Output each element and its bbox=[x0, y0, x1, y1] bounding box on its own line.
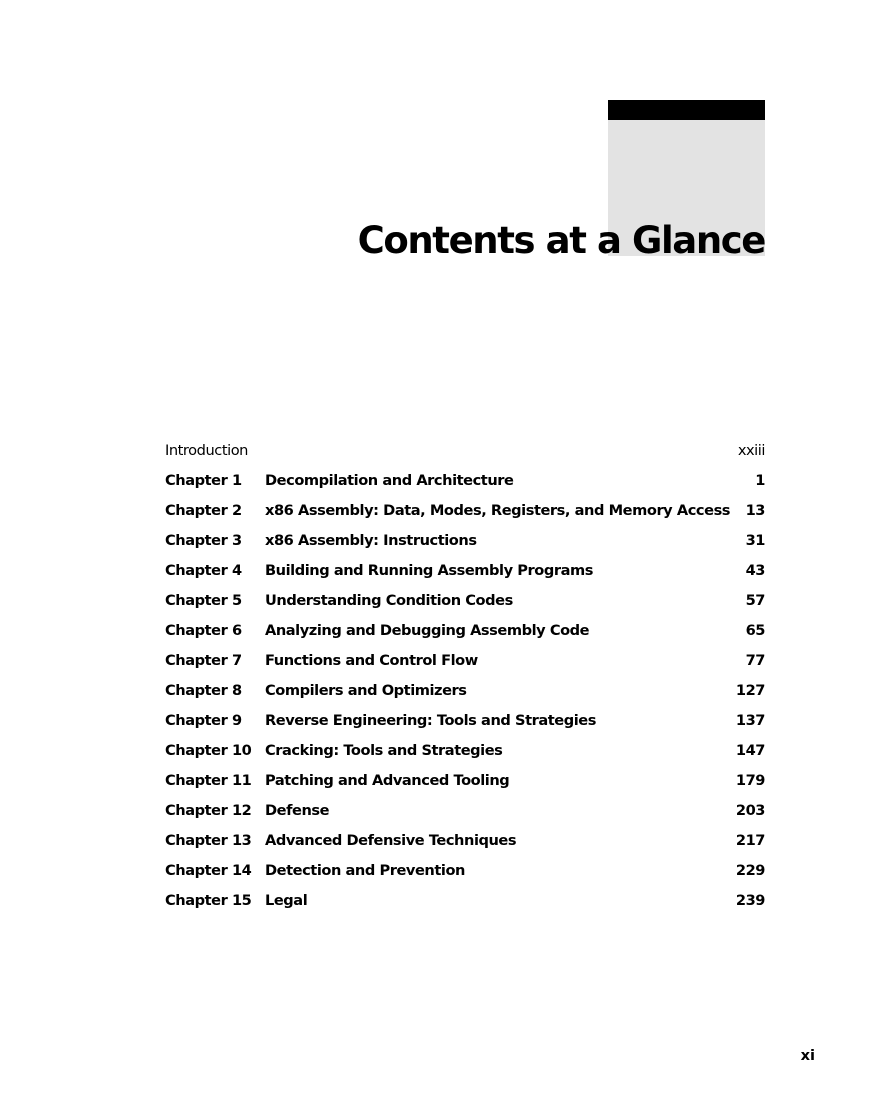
toc-introduction-label: Introduction bbox=[165, 442, 248, 459]
toc-chapter-title: Reverse Engineering: Tools and Strategies bbox=[265, 712, 596, 729]
toc-chapter-title: Functions and Control Flow bbox=[265, 652, 478, 669]
toc-chapter-title: Advanced Defensive Techniques bbox=[265, 832, 517, 849]
toc-row-chapter-11 bbox=[165, 766, 765, 796]
toc-chapter-label: Chapter 13 bbox=[165, 832, 252, 849]
table-of-contents bbox=[165, 436, 765, 916]
toc-chapter-title: x86 Assembly: Instructions bbox=[265, 532, 477, 549]
toc-chapter-label: Chapter 2 bbox=[165, 502, 242, 519]
toc-chapter-page: 65 bbox=[745, 622, 765, 639]
toc-chapter-page: 239 bbox=[735, 892, 765, 909]
toc-chapter-label: Chapter 12 bbox=[165, 802, 252, 819]
toc-chapter-label: Chapter 3 bbox=[165, 532, 242, 549]
toc-row-chapter-3 bbox=[165, 526, 765, 556]
toc-chapter-page: 57 bbox=[745, 592, 765, 609]
toc-row-introduction bbox=[165, 436, 765, 466]
toc-chapter-title: Detection and Prevention bbox=[265, 862, 465, 879]
toc-chapter-title: Understanding Condition Codes bbox=[265, 592, 513, 609]
toc-chapter-page: 203 bbox=[735, 802, 765, 819]
page-number: xi bbox=[800, 1047, 815, 1064]
toc-row-chapter-6 bbox=[165, 616, 765, 646]
toc-chapter-title: Patching and Advanced Tooling bbox=[265, 772, 510, 789]
toc-chapter-page: 43 bbox=[745, 562, 765, 579]
toc-chapter-label: Chapter 10 bbox=[165, 742, 252, 759]
toc-chapter-label: Chapter 8 bbox=[165, 682, 242, 699]
header-black-bar bbox=[608, 100, 765, 120]
toc-chapter-label: Chapter 14 bbox=[165, 862, 252, 879]
page-title: Contents at a Glance bbox=[357, 219, 765, 262]
toc-chapter-title: Decompilation and Architecture bbox=[265, 472, 514, 489]
toc-chapter-label: Chapter 7 bbox=[165, 652, 242, 669]
toc-row-chapter-4 bbox=[165, 556, 765, 586]
toc-chapter-title: Compilers and Optimizers bbox=[265, 682, 467, 699]
toc-chapter-page: 137 bbox=[735, 712, 765, 729]
toc-row-chapter-14 bbox=[165, 856, 765, 886]
toc-chapter-title: Analyzing and Debugging Assembly Code bbox=[265, 622, 590, 639]
toc-row-chapter-2 bbox=[165, 496, 765, 526]
toc-introduction-page: xxiii bbox=[737, 442, 765, 459]
toc-chapter-title: Cracking: Tools and Strategies bbox=[265, 742, 503, 759]
toc-chapter-page: 1 bbox=[755, 472, 765, 489]
toc-chapter-page: 217 bbox=[735, 832, 765, 849]
toc-chapter-label: Chapter 4 bbox=[165, 562, 242, 579]
toc-chapter-title: Legal bbox=[265, 892, 308, 909]
toc-chapter-label: Chapter 1 bbox=[165, 472, 242, 489]
toc-chapter-label: Chapter 11 bbox=[165, 772, 252, 789]
toc-chapter-label: Chapter 9 bbox=[165, 712, 242, 729]
toc-chapter-label: Chapter 15 bbox=[165, 892, 252, 909]
toc-row-chapter-9 bbox=[165, 706, 765, 736]
toc-chapter-page: 77 bbox=[745, 652, 765, 669]
toc-chapter-title: Defense bbox=[265, 802, 330, 819]
toc-chapter-label: Chapter 6 bbox=[165, 622, 242, 639]
toc-chapter-title: Building and Running Assembly Programs bbox=[265, 562, 593, 579]
toc-chapter-page: 179 bbox=[735, 772, 765, 789]
toc-row-chapter-7 bbox=[165, 646, 765, 676]
toc-row-chapter-5 bbox=[165, 586, 765, 616]
toc-chapter-label: Chapter 5 bbox=[165, 592, 242, 609]
toc-row-chapter-1 bbox=[165, 466, 765, 496]
toc-chapter-page: 31 bbox=[745, 532, 765, 549]
toc-chapter-title: x86 Assembly: Data, Modes, Registers, and Memory Access bbox=[265, 502, 731, 519]
toc-row-chapter-8 bbox=[165, 676, 765, 706]
toc-row-chapter-15 bbox=[165, 886, 765, 916]
toc-chapter-page: 127 bbox=[735, 682, 765, 699]
toc-chapter-page: 229 bbox=[735, 862, 765, 879]
toc-row-chapter-12 bbox=[165, 796, 765, 826]
toc-row-chapter-13 bbox=[165, 826, 765, 856]
toc-chapter-page: 13 bbox=[745, 502, 765, 519]
toc-chapter-page: 147 bbox=[735, 742, 765, 759]
toc-row-chapter-10 bbox=[165, 736, 765, 766]
